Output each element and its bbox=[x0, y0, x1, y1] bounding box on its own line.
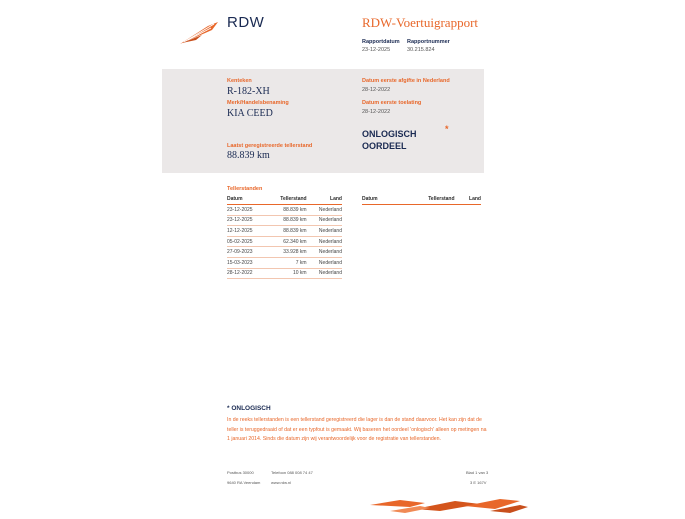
table-row bbox=[227, 268, 342, 279]
table-row bbox=[227, 205, 342, 216]
footer-code: 3 E 167V bbox=[470, 480, 487, 485]
readings-table-continued bbox=[362, 195, 481, 205]
table-header-row bbox=[362, 195, 481, 205]
rdw-swoosh-icon bbox=[370, 497, 530, 519]
note-title: * ONLOGISCH bbox=[227, 405, 271, 412]
odometer-label: Laatst geregistreerde tellerstand bbox=[227, 143, 313, 149]
table-header-row bbox=[227, 195, 342, 205]
first-admission-label: Datum eerste toelating bbox=[362, 100, 422, 106]
report-date-label: Rapportdatum bbox=[362, 39, 400, 45]
table-row bbox=[227, 257, 342, 268]
cell-odometer: 7 km bbox=[266, 257, 306, 268]
cell-date: 28-12-2022 bbox=[227, 268, 266, 279]
table-row bbox=[227, 247, 342, 258]
odometer-value: 88.839 km bbox=[227, 150, 270, 161]
footer-phone: Telefoon 088 008 74 47 bbox=[271, 470, 313, 475]
table-row bbox=[227, 215, 342, 226]
first-issue-value: 28-12-2022 bbox=[362, 87, 391, 93]
readings-table bbox=[227, 195, 342, 279]
report-number-value: 30.215.824 bbox=[407, 47, 435, 53]
column-country: Land bbox=[455, 195, 481, 205]
first-issue-label: Datum eerste afgifte in Nederland bbox=[362, 78, 450, 84]
cell-country: Nederland bbox=[307, 236, 342, 247]
make-value: KIA CEED bbox=[227, 108, 273, 119]
cell-date: 23-12-2025 bbox=[227, 205, 266, 216]
vehicle-summary-panel bbox=[162, 69, 484, 173]
footer-website[interactable]: www.rdw.nl bbox=[271, 480, 292, 485]
cell-date: 15-03-2023 bbox=[227, 257, 266, 268]
cell-country: Nederland bbox=[307, 247, 342, 258]
brand-name: RDW bbox=[227, 14, 265, 31]
note-text: In de reeks tellerstanden is een tellerstand geregistreerd die lager is dan de stand daarvoor. Het kan zijn dat de teller is teruggedraaid of dat er een typfout is gemaakt. Wij baseren het oordeel 'onlogisch' alleen op metingen na 1 januari 2014. Sinds die datum zijn wij verantwoordelijk voor de registratie van tellerstanden. bbox=[227, 417, 487, 442]
cell-country: Nederland bbox=[307, 268, 342, 279]
plate-value: R-182-XH bbox=[227, 86, 270, 97]
cell-odometer: 33.928 km bbox=[266, 247, 306, 258]
column-date: Datum bbox=[227, 195, 266, 205]
verdict-text: ONLOGISCH OORDEEL bbox=[362, 129, 417, 151]
cell-odometer: 88.839 km bbox=[266, 205, 306, 216]
column-date: Datum bbox=[362, 195, 396, 205]
column-odometer: Tellerstand bbox=[266, 195, 306, 205]
plate-label: Kenteken bbox=[227, 78, 252, 84]
cell-odometer: 10 km bbox=[266, 268, 306, 279]
first-admission-value: 28-12-2022 bbox=[362, 109, 391, 115]
cell-date: 27-09-2023 bbox=[227, 247, 266, 258]
footer-page-number: Blad 1 van 3 bbox=[466, 470, 489, 475]
column-odometer: Tellerstand bbox=[396, 195, 454, 205]
report-number-label: Rapportnummer bbox=[407, 39, 450, 45]
report-title: RDW-Voertuigrapport bbox=[362, 15, 479, 30]
make-label: Merk/Handelsbenaming bbox=[227, 100, 289, 106]
cell-odometer: 88.839 km bbox=[266, 226, 306, 237]
cell-country: Nederland bbox=[307, 205, 342, 216]
cell-date: 12-12-2025 bbox=[227, 226, 266, 237]
cell-country: Nederland bbox=[307, 257, 342, 268]
footer-address-line2: 9640 RA Veendam bbox=[227, 480, 261, 485]
column-country: Land bbox=[307, 195, 342, 205]
readings-title: Tellerstanden bbox=[227, 186, 263, 192]
table-row bbox=[227, 226, 342, 237]
footer-address-line1: Postbus 30000 bbox=[227, 470, 254, 475]
cell-date: 05-02-2025 bbox=[227, 236, 266, 247]
cell-country: Nederland bbox=[307, 226, 342, 237]
cell-country: Nederland bbox=[307, 215, 342, 226]
verdict-marker: * bbox=[445, 124, 449, 134]
cell-date: 23-12-2025 bbox=[227, 215, 266, 226]
cell-odometer: 62.340 km bbox=[266, 236, 306, 247]
table-row bbox=[227, 236, 342, 247]
rdw-logo-icon bbox=[178, 20, 222, 51]
report-date-value: 23-12-2025 bbox=[362, 47, 391, 53]
cell-odometer: 88.839 km bbox=[266, 215, 306, 226]
